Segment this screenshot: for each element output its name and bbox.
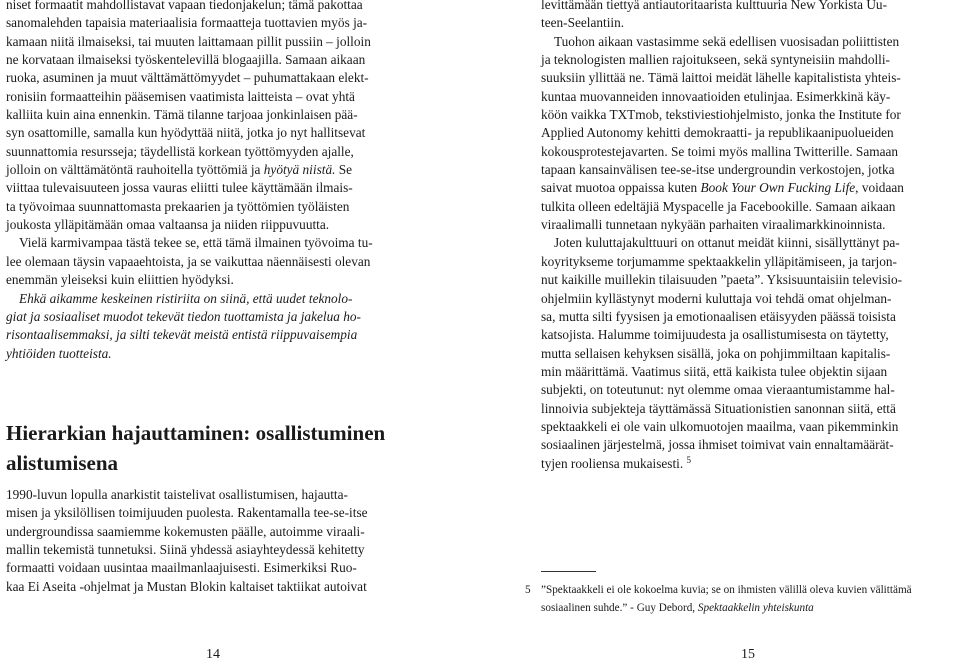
text-line: levittämään tiettyä antiautoritaarista kulttuuria New Yorkista Uu- — [541, 0, 887, 12]
text-line: syn osattomille, samalla kun hyödyttää niitä, jotka jo nyt hallitsevat — [6, 125, 366, 141]
text-line: tapaan kansainvälisen tee-se-itse undergroundin verkostojen, jotka — [541, 162, 895, 178]
text-line: kokousprotestejavarten. Se toimi myös mallina Twitterille. Samaan — [541, 143, 899, 159]
section-heading — [6, 418, 385, 478]
left-page — [6, 0, 420, 663]
text-line: koyritykseme torjumamme spektaakkelin ylläpitämiseen, ja tarjon- — [541, 253, 897, 269]
text-line: niset formaatit mahdollistavat vapaan tiedonjakelun; tämä pakottaa — [6, 0, 363, 12]
text-line: lee olemaan täysin vapaaehtoista, ja se vaikuttaa näennäisesti olevan — [6, 253, 371, 269]
footnote-reference[interactable]: 5 — [686, 454, 692, 465]
paragraph — [6, 486, 368, 596]
text-line: ruoka, asuminen ja muut välttämättömyydet – puhumattakaan elekt- — [6, 70, 369, 86]
text-line: katsojista. Halumme toimijuudesta ja osallistumisesta on täytetty, — [541, 327, 889, 343]
paragraph — [541, 234, 904, 472]
text-line: Ehkä aikamme keskeinen ristiriita on siinä, että uudet teknolo- — [19, 290, 353, 306]
text-line: suuksiin yllittää ne. Tämä laittoi meidät lähelle kapitalistista yhteis- — [541, 70, 901, 86]
heading-line: alistumisena — [6, 451, 119, 475]
text-line: sa, mutta silti fyysisen ja emotionaalisen etäisyyden päässä toisista — [541, 308, 896, 324]
italic-phrase: hyötyä niistä. — [263, 162, 336, 178]
text-line: subjekti, on toteutunut: nyt olemme omaa vieraantumistamme hal- — [541, 382, 895, 398]
text-line: joukosta ylläpitämään omaa valtaansa ja niiden riippuvuutta. — [6, 217, 330, 233]
text-line: sosiaalinen järjestelmä, jossa ihmiset toimivat vain ennaltamäärät- — [541, 437, 894, 453]
text-line: undergroundissa saamiemme kokemusten päälle, autoimme viraali- — [6, 523, 365, 539]
text-line: ta työvoimaa suunnattomasta prekaarien ja työttömien työläisten — [6, 198, 350, 214]
text-line: Applied Autonomy kehitti demokraatti- ja republikaanipuolueiden — [541, 125, 894, 141]
footnote-line: sosiaalinen suhde.” - Guy Debord, Spektaakkelin yhteiskunta — [541, 602, 814, 614]
text-line: giat ja sosiaaliset muodot tekevät tiedon tuottamista ja jakelua ho- — [6, 308, 361, 324]
footnote-marker: 5 — [525, 584, 531, 596]
text-line: mallin tekemistä tunnetuksi. Siinä yhdessä asiayhteydessä kehitetty — [6, 542, 365, 558]
text-line: spektaakkeli ei ole vain ulkomuotojen maailma, vaan pikemminkin — [541, 418, 899, 434]
text-line: misen ja yksilöllisen toimijuuden puolesta. Rakentamalla tee-se-itse — [6, 505, 368, 521]
text-line: kuntaa muovanneiden innovaatioiden etulinjaa. Esimerkkinä käy- — [541, 88, 891, 104]
text-line: formaatti voidaan uusintaa maailmanlaajuisesti. Esimerkiksi Ruo- — [6, 560, 357, 576]
text-line: Tuohon aikaan vastasimme sekä edellisen vuosisadan poliittisten — [554, 33, 900, 49]
text-line: nut kaikille muillekin tilaisuuden ”paeta”. Yksisuuntaisiin televisio- — [541, 272, 903, 288]
text-line: teen-Seelantiin. — [541, 15, 625, 31]
right-body-text — [541, 0, 904, 473]
text-line: ja teknologisten mallien rajoitukseen, sekä syntyneisiin mahdolli- — [541, 52, 890, 68]
left-body-text-top — [6, 0, 373, 363]
text-line: mutta sellaisen kehyksen sisällä, joka on pohjimmiltaan kapitalis- — [541, 345, 891, 361]
text-line: tyjen rooliensa mukaisesti. $^5$ — [541, 454, 692, 471]
page-number-right: 15 — [741, 647, 755, 662]
text-line: ne korvataan ilmaiseksi työskentelevillä blogaajilla. Samaan aikaan — [6, 52, 366, 68]
footnote-line: ”Spektaakkeli ei ole kokoelma kuvia; se on ihmisten välillä oleva kuvien välittämä — [541, 584, 912, 596]
book-title: Spektaakkelin yhteiskunta — [697, 602, 814, 614]
text-line: viittaa tulevaisuuteen jossa vauras eliitti tulee käyttämään ilmais- — [6, 180, 353, 196]
text-line: köön vaikka TXTmob, tekstiviestiohjelmisto, jonka the Institute for — [541, 107, 901, 123]
text-line: tulkita olleen edeltäjiä Myspacelle ja Facebookille. Samaan aikaan — [541, 198, 896, 214]
text-line: sanomalehden tapaisia materiaalisia formaatteja tuottavien myös ja- — [6, 15, 368, 31]
text-line: suunnattomia resursseja; täydellistä korkean työttömyyden ajalle, — [6, 143, 354, 159]
text-line: ronisiin formaatteihin pääsemisen vaatimista laitteista – ovat yhtä — [6, 88, 355, 104]
right-page — [525, 0, 960, 663]
left-body-text-bottom — [6, 486, 368, 596]
text-line: saivat muotoa oppaissa kuten Book Your Own Fucking Life, voidaan — [541, 180, 904, 196]
paragraph — [541, 0, 904, 33]
text-line: risontaalisemmaksi, ja silti tekevät meistä entistä riippuvaisempia — [6, 327, 358, 343]
text-line: 1990-luvun lopulla anarkistit taistelivat osallistumisen, hajautta- — [6, 487, 348, 502]
text-line: linnoivia subjekteja täyttämässä Situationistien sanonnan siitä, että — [541, 400, 896, 416]
page-number-left: 14 — [206, 647, 220, 662]
text-line: jolloin on välttämätöntä rauhoitella työttömiä ja hyötyä niistä. Se — [6, 162, 353, 178]
italic-phrase: Book Your Own Fucking Life — [700, 180, 856, 196]
text-line: kalliita kuin aina ennenkin. Tämä tilanne tarjoaa jonkinlaisen pää- — [6, 107, 358, 123]
text-line: ohjelmiin kyllästynyt moderni kuluttaja voi tehdä omat ohjelman- — [541, 290, 892, 306]
paragraph — [6, 0, 373, 234]
text-line: enemmän yleiseksi kuin eliittien hyödyksi. — [6, 272, 234, 288]
paragraph — [6, 234, 373, 289]
text-line: kaa Ei Aseita -ohjelmat ja Mustan Blokin kaltaiset taktiikat autoivat — [6, 578, 367, 594]
text-line: viraalimalli tunnetaan nykyään parhaiten viraalimarkkinoinnista. — [541, 217, 886, 233]
paragraph — [541, 33, 904, 235]
paragraph — [6, 290, 373, 363]
text-line: min määrittämä. Vaatimus siitä, että kaikista tulee objektin sijaan — [541, 363, 888, 379]
text-line: yhtiöiden tuotteista. — [6, 345, 112, 361]
text-line: Vielä karmivampaa tästä tekee se, että tämä ilmainen työvoima tu- — [19, 235, 373, 251]
text-line: kamaan niitä ilmaiseksi, tai muuten laittamaan pillit pussiin – jolloin — [6, 33, 371, 49]
footnote-rule — [541, 571, 596, 572]
footnote-text — [541, 581, 912, 617]
text-line: Joten kuluttajakulttuuri on ottanut meidät kiinni, sisällyttänyt pa- — [554, 235, 900, 251]
heading-line: Hierarkian hajauttaminen: osallistuminen — [6, 421, 386, 445]
